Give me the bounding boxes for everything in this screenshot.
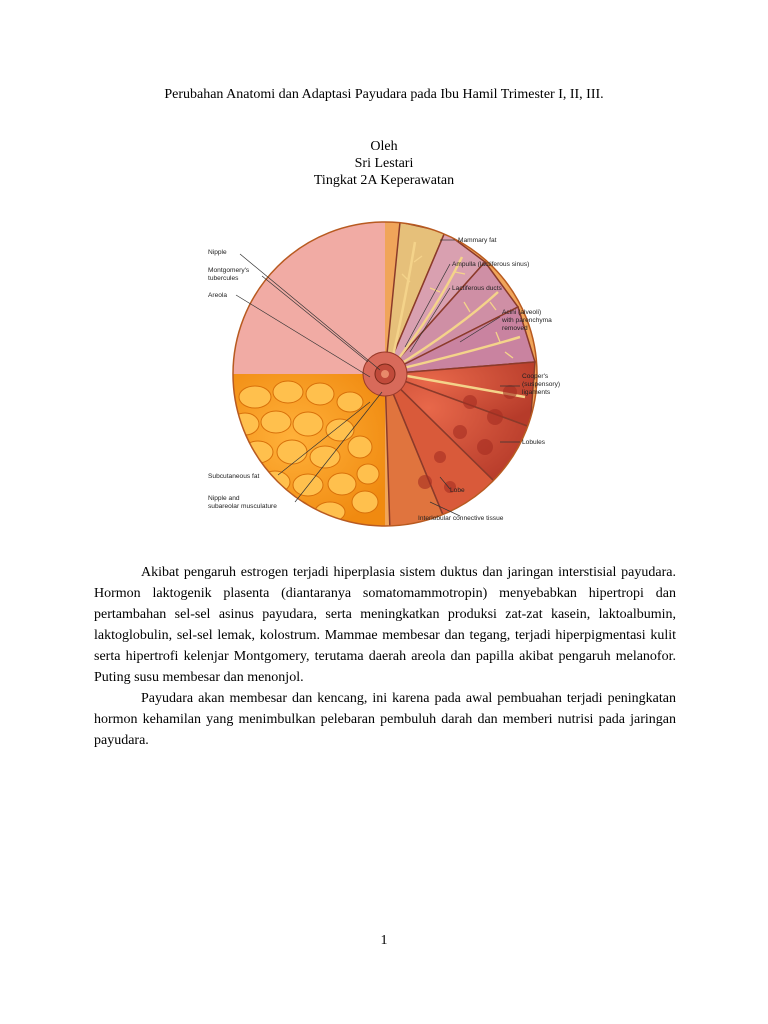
label-montgomery: Montgomery's [208,267,250,274]
label-coopers: Cooper's [522,373,549,380]
byline [0,138,768,189]
label-nipple: Nipple [208,249,227,256]
label-lactiferous-ducts: Lactiferous ducts [452,285,502,292]
label-nipple-and: Nipple and [208,495,240,502]
label-interlobular: Interlobular connective tissue [418,515,504,522]
label-subcutaneous-fat: Subcutaneous fat [208,473,260,480]
label-with-parenchyma: with parenchyma [502,317,552,324]
document-title: Perubahan Anatomi dan Adaptasi Payudara pada Ibu Hamil Trimester I, II, III. [164,87,604,102]
paragraph-1: Akibat pengaruh estrogen terjadi hiperplasia sistem duktus dan jaringan interstisial payudara. Hormon laktogenik plasenta (diantaranya somatomammotropin) menyebabkan hipertropi dan pertambahan sel-sel asinus payudara, serta meningkatkan produksi zat-zat kasein, laktoalbumin, laktoglobulin, sel-sel lemak, kolostrum. Mammae membesar dan tegang, terjadi hiperpigmentasi kulit serta hipertrofi kelenjar Montgomery, terutama daerah areola dan papilla akibat pengaruh melanofor. Puting susu membesar dan menonjol. [94,565,676,685]
label-acini: Acini (alveoli) [502,309,542,316]
label-areola: Areola [208,292,228,299]
breast-anatomy-illustration [200,202,570,530]
label-tubercules: tubercules [208,275,239,282]
skin-quadrant [200,202,385,374]
breast-anatomy-figure [200,202,570,530]
paragraph-2: Payudara akan membesar dan kencang, ini karena pada awal pembuahan terjadi peningkatan hormon kehamilan yang menimbulkan pelebaran pembuluh darah dan memberi nutrisi pada jaringan payudara. [94,691,676,748]
label-ligaments: ligaments [522,389,551,396]
label-suspensory: (suspensory) [522,381,561,388]
page-number: 1 [380,933,388,948]
author-name: Sri Lestari [354,156,414,171]
label-removed: removed [502,325,528,332]
label-ampulla: Ampulla (lactiferous sinus) [452,261,530,268]
author-class: Tingkat 2A Keperawatan [313,173,455,188]
label-mammary-fat: Mammary fat [458,237,497,244]
byline-oleh: Oleh [370,139,398,154]
label-lobules: Lobules [522,439,546,446]
label-lobe: Lobe [450,487,465,494]
label-subareolar-musculature: subareolar musculature [208,503,277,510]
glandular-tissue-half [385,202,570,530]
